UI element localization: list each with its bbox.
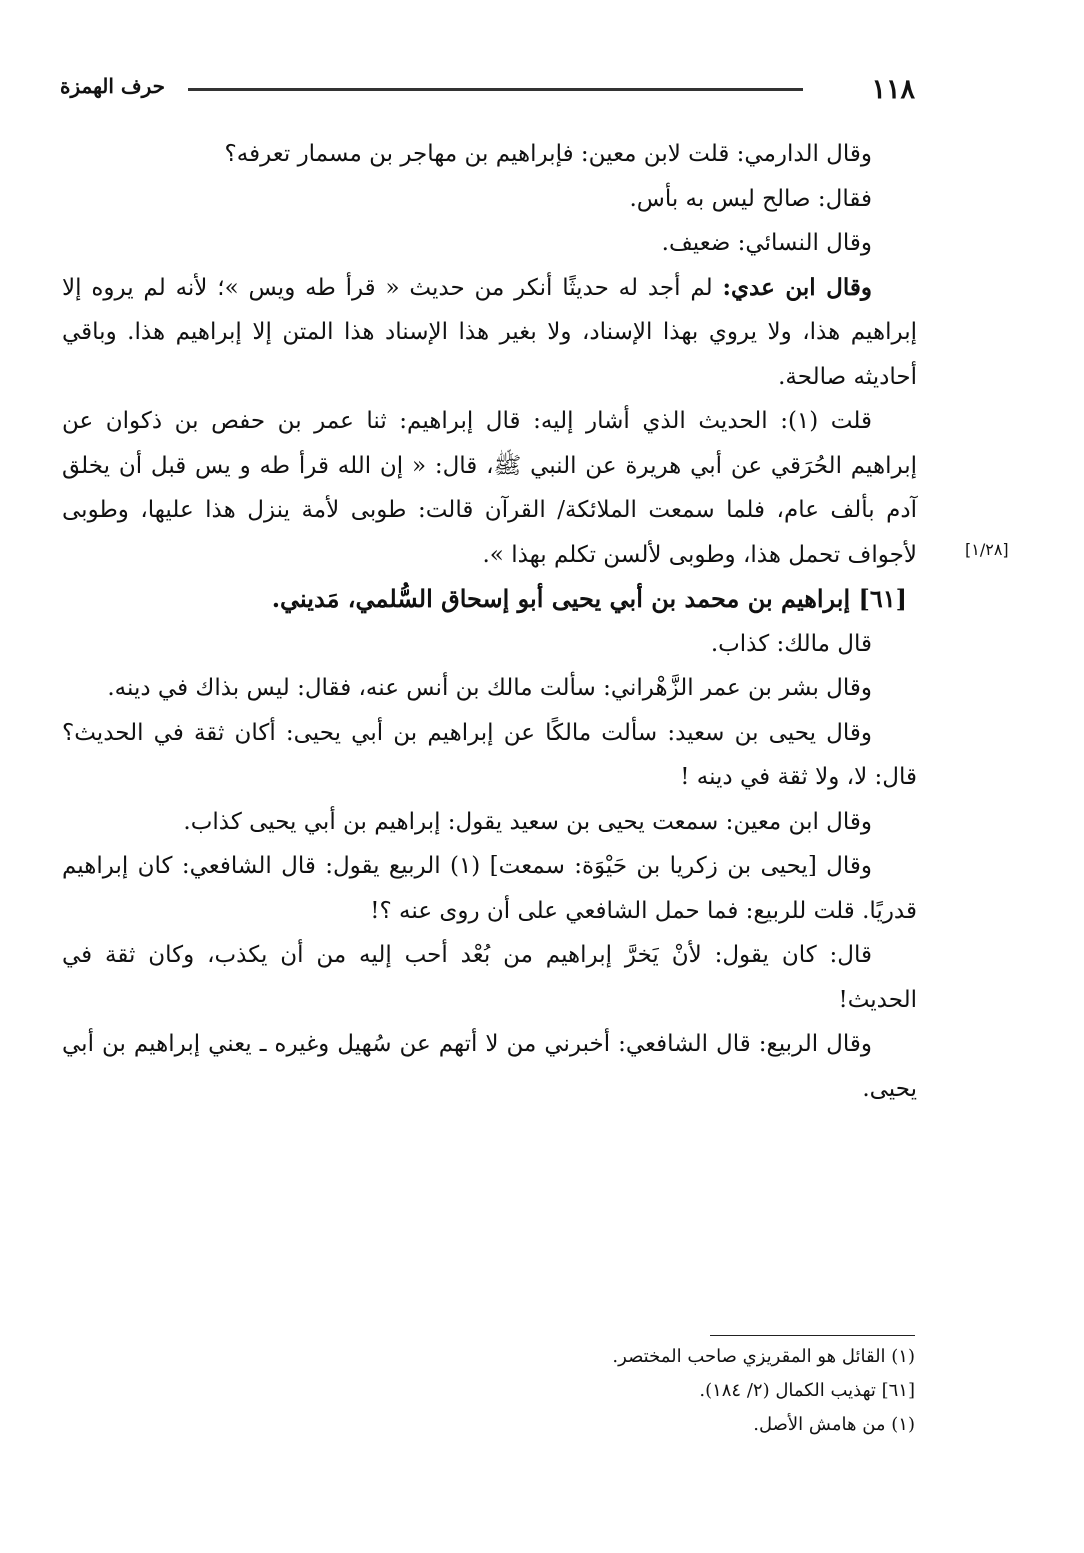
entry-heading-61: [٦١] إبراهيم بن محمد بن أبي يحيى أبو إسحاق السُّلمي، مَديني. — [271, 584, 907, 613]
paragraph-darimi: وقال الدارمي: قلت لابن معين: فإبراهيم بن مهاجر بن مسمار تعرفه؟ — [224, 141, 872, 167]
footnote-2: (١) من هامش الأصل. — [753, 1414, 915, 1435]
chapter-title: حرف الهمزة — [60, 74, 166, 98]
paragraph-nasai: وقال النسائي: ضعيف. — [661, 230, 872, 256]
page-number: ١١٨ — [871, 74, 915, 105]
margin-folio-note: [١/٢٨] — [965, 540, 1009, 559]
footnotes — [300, 1340, 915, 1442]
paragraph-ibn-main: وقال ابن معين: سمعت يحيى بن سعيد يقول: إبراهيم بن أبي يحيى كذاب. — [183, 808, 872, 835]
paragraph-hadith: قلت (١): الحديث الذي أشار إليه: قال إبراهيم: ثنا عمر بن حفص بن ذكوان عن إبراهيم الحُرَقي عن أبي هريرة عن النبي ﷺ، قال: « إن الله قرأ طه و يس قبل أن يخلق آدم بألف عام، فلما سمعت الملائكة/ القرآن قالت: طوبى لأمة ينزل هذا عليها، وطوبى لأجواف تحمل هذا، وطوبى لألسن تكلم بهذا ». — [62, 408, 917, 568]
paragraph-ibn-adi — [62, 266, 917, 400]
footnote-rule — [710, 1335, 915, 1336]
paragraph-rabi-final: وقال الربيع: قال الشافعي: أخبرني من لا أتهم عن سُهيل وغيره ـ يعني إبراهيم بن أبي يحيى. — [62, 1031, 917, 1102]
paragraph-salih: فقال: صالح ليس به بأس. — [629, 185, 872, 212]
speaker-ibn-adi: وقال ابن عدي: — [722, 273, 872, 301]
header-rule — [188, 88, 803, 91]
paragraph-bishr: وقال بشر بن عمر الزَّهْراني: سألت مالك بن أنس عنه، فقال: ليس بذاك في دينه. — [107, 675, 872, 701]
footnote-61: [٦١] تهذيب الكمال (٢/ ١٨٤). — [699, 1380, 915, 1401]
paragraph-yahya: وقال يحيى بن سعيد: سألت مالكًا عن إبراهيم بن أبي يحيى: أكان ثقة في الحديث؟ قال: لا، ولا ثقة في دينه ! — [62, 719, 917, 790]
footnote-1: (١) القائل هو المقريزي صاحب المختصر. — [612, 1346, 915, 1367]
page-header — [60, 72, 915, 112]
main-text — [62, 132, 917, 1111]
paragraph-kana-yaqul: قال: كان يقول: لأنْ يَخرَّ إبراهيم من بُعْد أحب إليه من أن يكذب، وكان ثقة في الحديث! — [62, 942, 917, 1013]
paragraph-ibn-adi-text: لم أجد له حديثًا أنكر من حديث « قرأ طه ويس »؛ لأنه لم يروه إلا إبراهيم هذا، ولا يروي بهذا الإسناد، ولا بغير هذا الإسناد هذا المتن إلا إبراهيم هذا. وباقي أحاديثه صالحة. — [62, 274, 917, 390]
paragraph-rabi-shafii: وقال [يحيى بن زكريا بن حَيْوَة: سمعت] (١) الربيع يقول: قال الشافعي: كان إبراهيم قدريًا. قلت للربيع: فما حمل الشافعي على أن روى عنه ؟! — [62, 853, 917, 924]
paragraph-malik: قال مالك: كذاب. — [710, 630, 872, 657]
